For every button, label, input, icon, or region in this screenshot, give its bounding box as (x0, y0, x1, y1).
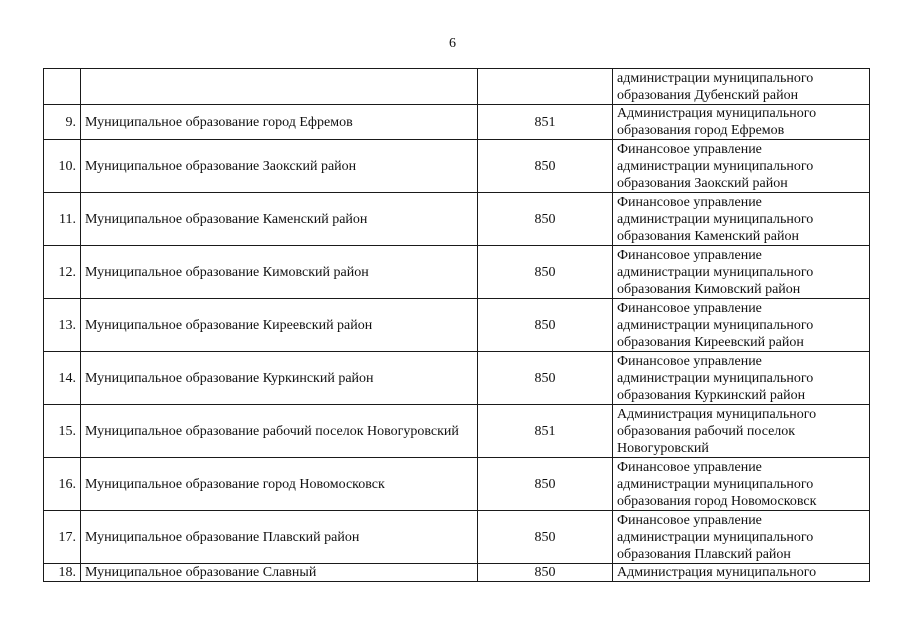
table-row (44, 140, 870, 193)
budget-code (478, 69, 613, 105)
table-row (44, 352, 870, 405)
budget-code: 850 (478, 511, 613, 564)
municipality-name: Муниципальное образование Плавский район (81, 511, 478, 564)
page-number: 6 (449, 36, 456, 51)
administrator-name (613, 405, 870, 458)
table-row (44, 193, 870, 246)
row-number: 13. (44, 299, 81, 352)
municipality-name: Муниципальное образование Славный (81, 564, 478, 582)
administrator-name (613, 564, 870, 582)
municipality-name: Муниципальное образование Киреевский район (81, 299, 478, 352)
admin-line: Администрация муниципального (617, 565, 817, 580)
admin-line: Администрация муниципального (617, 106, 817, 121)
administrator-name (613, 140, 870, 193)
admin-line: Финансовое управление (617, 247, 762, 263)
municipality-name: Муниципальное образование Куркинский район (81, 352, 478, 405)
administrator-name (613, 458, 870, 511)
administrator-name (613, 193, 870, 246)
admin-line: Финансовое управление (617, 194, 762, 210)
admin-line: Финансовое управление (617, 141, 762, 157)
admin-line: образования город Ефремов (617, 123, 785, 138)
municipality-name: Муниципальное образование город Ефремов (81, 105, 478, 140)
admin-line: образования город Новомосковск (617, 493, 817, 509)
budget-code: 850 (478, 352, 613, 405)
budget-code: 850 (478, 564, 613, 582)
municipality-name (81, 69, 478, 105)
row-number: 11. (44, 193, 81, 246)
table-row (44, 69, 870, 105)
admin-line: администрации муниципального (617, 370, 814, 386)
budget-code: 850 (478, 299, 613, 352)
administrator-name (613, 511, 870, 564)
admin-line: Финансовое управление (617, 459, 762, 475)
admin-line: администрации муниципального (617, 70, 814, 86)
municipality-name: Муниципальное образование Кимовский район (81, 246, 478, 299)
budget-code: 850 (478, 458, 613, 511)
table-row (44, 246, 870, 299)
budget-code: 850 (478, 193, 613, 246)
table-row (44, 511, 870, 564)
admin-line: образования Киреевский район (617, 334, 804, 350)
admin-line: образования Куркинский район (617, 387, 806, 403)
budget-code: 851 (478, 405, 613, 458)
admin-line: администрации муниципального (617, 476, 814, 492)
row-number: 15. (44, 405, 81, 458)
row-number: 16. (44, 458, 81, 511)
admin-line: образования Кимовский район (617, 281, 801, 297)
admin-line: Новогуровский (617, 440, 709, 456)
table-row (44, 458, 870, 511)
admin-line: образования Дубенский район (617, 87, 799, 103)
table-row (44, 299, 870, 352)
municipality-name: Муниципальное образование рабочий поселок Новогуровский (81, 405, 478, 458)
admin-line: образования Плавский район (617, 546, 791, 562)
row-number: 10. (44, 140, 81, 193)
administrator-name (613, 246, 870, 299)
municipality-name: Муниципальное образование город Новомосковск (81, 458, 478, 511)
admin-line: Финансовое управление (617, 512, 762, 528)
administrator-name (613, 352, 870, 405)
admin-line: Администрация муниципального (617, 406, 817, 422)
budget-code: 851 (478, 105, 613, 140)
row-number: 9. (44, 105, 81, 140)
administrator-name (613, 299, 870, 352)
budget-code: 850 (478, 246, 613, 299)
admin-line: образования Каменский район (617, 228, 799, 244)
admin-line: образования Заокский район (617, 175, 788, 191)
admin-line: образования рабочий поселок (617, 423, 796, 439)
admin-line: администрации муниципального (617, 529, 814, 545)
municipal-table (43, 68, 870, 582)
row-number: 12. (44, 246, 81, 299)
admin-line: администрации муниципального (617, 158, 814, 174)
table-row (44, 405, 870, 458)
administrator-name (613, 105, 870, 140)
row-number: 17. (44, 511, 81, 564)
municipality-name: Муниципальное образование Заокский район (81, 140, 478, 193)
admin-line: администрации муниципального (617, 264, 814, 280)
table-row (44, 105, 870, 140)
row-number: 18. (44, 564, 81, 582)
admin-line: администрации муниципального (617, 211, 814, 227)
budget-code: 850 (478, 140, 613, 193)
table-row (44, 564, 870, 582)
admin-line: администрации муниципального (617, 317, 814, 333)
municipality-name: Муниципальное образование Каменский район (81, 193, 478, 246)
admin-line: Финансовое управление (617, 300, 762, 316)
admin-line: Финансовое управление (617, 353, 762, 369)
row-number (44, 69, 81, 105)
administrator-name (613, 69, 870, 105)
row-number: 14. (44, 352, 81, 405)
